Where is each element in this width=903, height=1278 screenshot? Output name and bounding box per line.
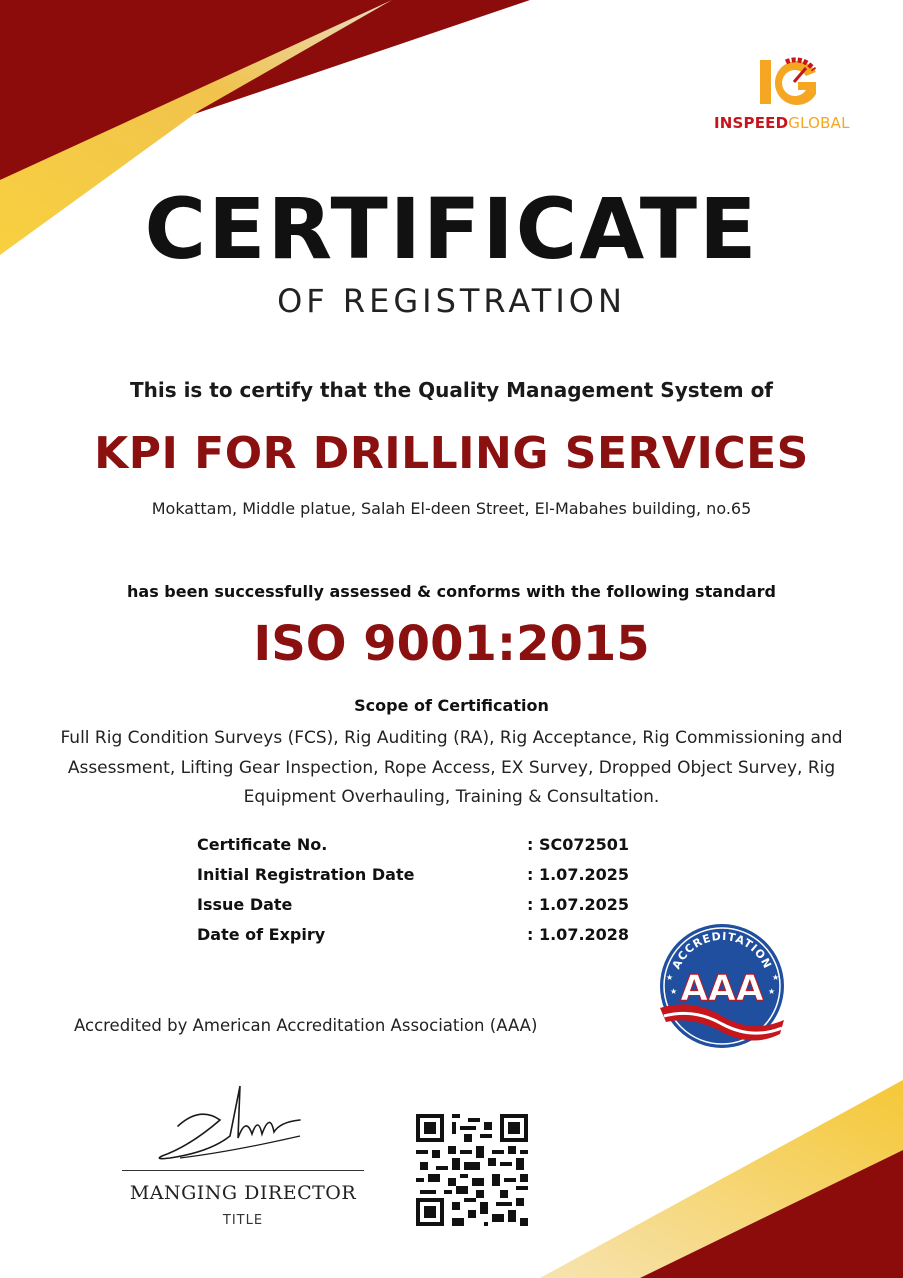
detail-label: Certificate No. (197, 835, 328, 854)
aaa-accreditation-seal-icon (652, 924, 792, 1048)
signatory-title: MANGING DIRECTOR (129, 1182, 357, 1204)
logo-wordmark (714, 114, 874, 132)
detail-row-expiry-date (197, 925, 657, 955)
svg-text:★: ★ (768, 987, 776, 996)
signature-line (122, 1170, 364, 1171)
detail-row-issue-date (197, 895, 657, 925)
handwritten-signature-icon (150, 1076, 320, 1172)
scope-text: Full Rig Condition Surveys (FCS), Rig Auditing (RA), Rig Acceptance, Rig Commissioning and Assessment, Lifting Gear Inspection, Rope Access, EX Survey, Dropped Object Survey, Rig Equipment Overhauling, Training & Consultation. (60, 728, 843, 807)
certificate-details (197, 835, 657, 955)
detail-row-certificate-no (197, 835, 657, 865)
detail-label: Date of Expiry (197, 925, 326, 944)
ig-speedometer-logo-icon (756, 54, 824, 112)
signatory-subtitle: TITLE (222, 1213, 264, 1228)
logo-text-global: GLOBAL (788, 114, 850, 132)
certificate-subtitle: OF REGISTRATION (277, 282, 626, 320)
company-address: Mokattam, Middle platue, Salah El-deen Street, El-Mabahes building, no.65 (151, 499, 752, 518)
detail-value: : 1.07.2025 (527, 895, 630, 914)
qr-code-icon[interactable] (416, 1114, 528, 1226)
standard-name: ISO 9001:2015 (253, 616, 650, 672)
svg-text:★: ★ (666, 973, 674, 982)
badge-arc-text: ACCREDITATION (669, 929, 775, 972)
detail-value: : 1.07.2028 (527, 925, 630, 944)
accreditation-statement: Accredited by American Accreditation Association (AAA) (74, 1016, 538, 1035)
detail-value: : 1.07.2025 (527, 865, 630, 884)
detail-value: : SC072501 (527, 835, 630, 854)
detail-label: Issue Date (197, 895, 293, 914)
detail-label: Initial Registration Date (197, 865, 415, 884)
company-name: KPI FOR DRILLING SERVICES (94, 428, 809, 479)
scope-title: Scope of Certification (354, 696, 549, 715)
svg-text:★: ★ (772, 973, 780, 982)
certificate-title: CERTIFICATE (144, 180, 759, 278)
certify-statement: This is to certify that the Quality Management System of (129, 378, 774, 402)
inspeed-global-logo (706, 52, 876, 136)
assessed-statement: has been successfully assessed & conforms with the following standard (127, 582, 776, 601)
detail-row-initial-registration (197, 865, 657, 895)
svg-text:★: ★ (670, 987, 678, 996)
logo-text-inspeed: INSPEED (714, 114, 789, 132)
badge-letters: AAA (680, 968, 764, 1009)
